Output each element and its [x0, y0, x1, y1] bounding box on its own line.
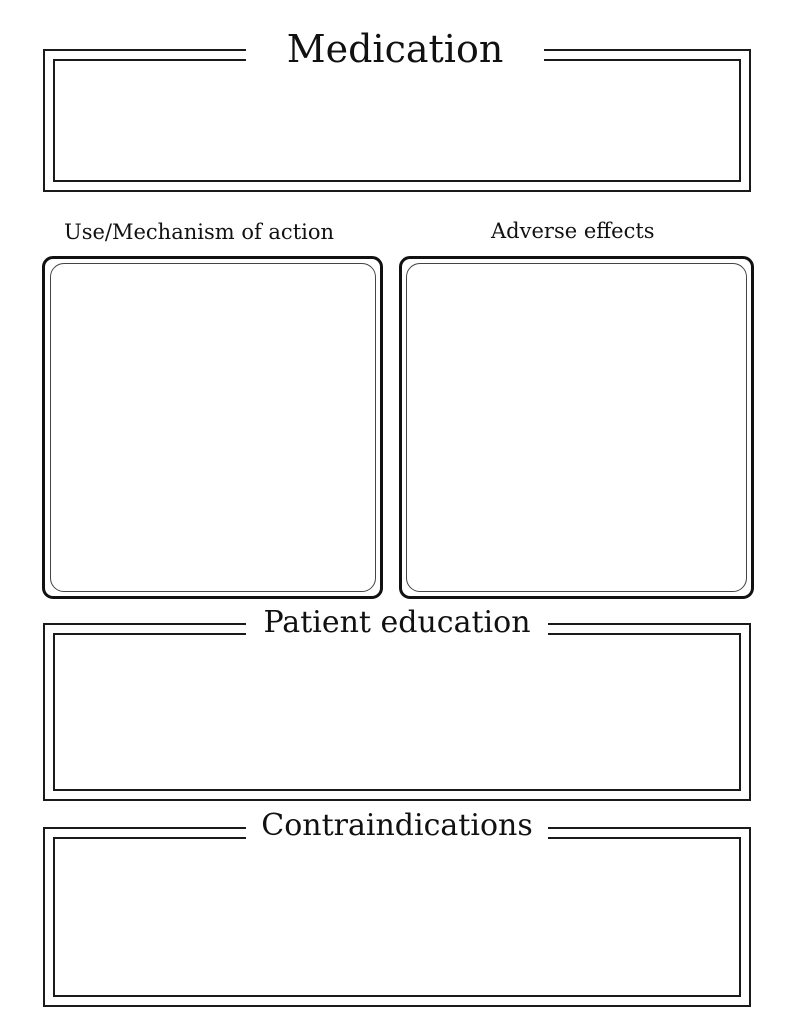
medication-title: Medication	[286, 27, 504, 71]
patient-education-title-gap	[246, 604, 548, 642]
use-mechanism-label: Use/Mechanism of action	[64, 220, 335, 244]
medication-title-gap	[246, 26, 544, 72]
use-mechanism-field[interactable]	[50, 263, 376, 592]
contraindications-title: Contraindications	[261, 808, 533, 843]
patient-education-title: Patient education	[263, 605, 531, 640]
contraindications-title-gap	[246, 807, 548, 845]
adverse-effects-field[interactable]	[406, 263, 747, 592]
medication-field[interactable]	[53, 59, 741, 182]
patient-education-field[interactable]	[53, 633, 741, 791]
contraindications-field[interactable]	[53, 837, 741, 997]
adverse-effects-label: Adverse effects	[491, 219, 655, 243]
